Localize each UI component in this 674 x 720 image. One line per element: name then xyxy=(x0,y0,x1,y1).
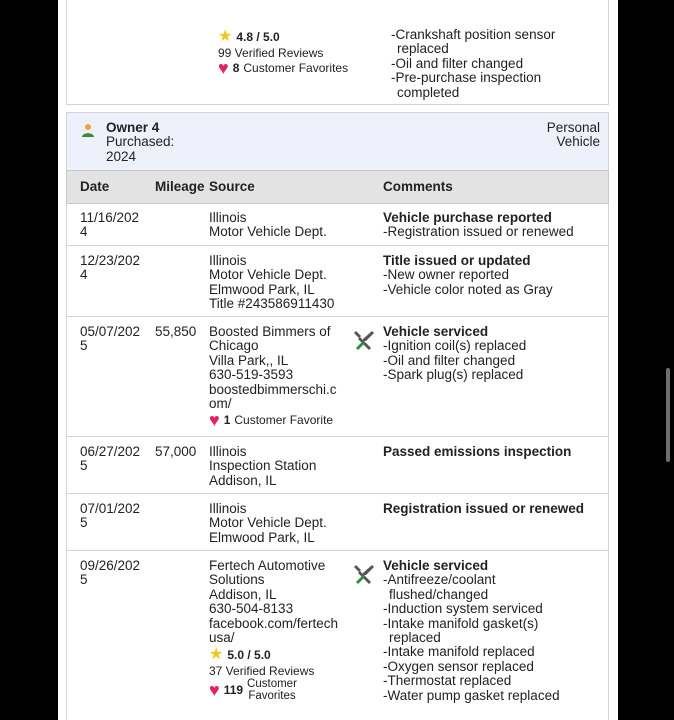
row-date xyxy=(80,445,152,474)
vehicle-type xyxy=(547,121,600,150)
website-link[interactable]: usa/ xyxy=(209,630,235,646)
comment-title: Registration issued or renewed xyxy=(383,501,585,516)
comment-item: flushed/changed xyxy=(389,586,489,602)
comment-title: Vehicle serviced xyxy=(383,324,489,339)
person-icon xyxy=(81,123,95,137)
comment-item: - Induction system serviced xyxy=(383,602,603,616)
website-link[interactable]: facebook.com/fertech xyxy=(209,615,339,631)
source-line: Inspection Station xyxy=(209,458,317,474)
row-source xyxy=(209,254,349,312)
comment-title: Vehicle purchase reported xyxy=(383,210,552,225)
favorites-label-line: Customer xyxy=(247,678,297,691)
comment-title: Title issued or updated xyxy=(383,253,531,268)
comment-item: - Thermostat replaced xyxy=(383,674,603,688)
row-comments xyxy=(383,502,603,516)
source-line[interactable]: Chicago xyxy=(209,338,259,354)
row-date xyxy=(80,254,152,283)
row-source xyxy=(209,445,349,488)
comment-item: - Crankshaft position sensor xyxy=(391,28,555,42)
comment-item: replaced xyxy=(397,41,449,57)
wrench-screwdriver-icon xyxy=(353,563,375,585)
comment-item: - Water pump gasket replaced xyxy=(383,689,603,703)
favorites xyxy=(209,678,349,702)
source-line[interactable]: Solutions xyxy=(209,572,265,588)
comment-title: Passed emissions inspection xyxy=(383,444,572,459)
source-line: Elmwood Park, IL xyxy=(209,281,315,297)
review-count[interactable]: 37 Verified Reviews xyxy=(209,664,315,679)
table-row xyxy=(66,203,609,246)
purchased-label: Purchased: xyxy=(106,134,175,150)
source-line: Motor Vehicle Dept. xyxy=(209,224,327,240)
row-comments xyxy=(383,211,603,240)
comment-item: - Registration issued or renewed xyxy=(383,225,603,239)
date-line: 4 xyxy=(80,224,88,240)
star-icon: ★ xyxy=(218,28,233,45)
favorites-label-line: Favorites xyxy=(248,690,296,703)
favorites-count: 8 xyxy=(232,61,240,75)
favorites xyxy=(209,410,349,431)
favorites-label: Customer Favorites xyxy=(243,61,349,75)
table-row xyxy=(66,246,609,317)
source-line: Villa Park,, IL xyxy=(209,352,289,368)
website-link[interactable]: om/ xyxy=(209,396,232,412)
owner-info xyxy=(106,121,174,164)
heart-icon: ♥ xyxy=(209,410,220,431)
top-favorites xyxy=(218,58,349,78)
row-comments xyxy=(383,559,603,703)
comment-item: replaced xyxy=(389,630,441,646)
rating-value: 4.8 / 5.0 xyxy=(236,30,280,44)
date-line: 07/01/202 xyxy=(80,501,141,516)
header-mileage: Mileage xyxy=(155,179,205,194)
scrollbar-thumb[interactable] xyxy=(666,368,670,462)
favorites-label: Customer Favorite xyxy=(234,413,334,428)
phone-link[interactable]: 630-519-3593 xyxy=(209,367,294,383)
row-source xyxy=(209,211,349,240)
source-line[interactable]: Boosted Bimmers of xyxy=(209,324,331,339)
comment-item: - Spark plug(s) replaced xyxy=(383,368,603,382)
rating xyxy=(209,648,349,662)
comment-item: - Intake manifold replaced xyxy=(383,645,603,659)
top-source-block xyxy=(218,28,349,78)
header-comments: Comments xyxy=(383,179,453,194)
previous-record-card xyxy=(66,0,609,105)
favorites-label xyxy=(247,678,297,702)
date-line: 11/16/202 xyxy=(80,210,140,225)
row-date xyxy=(80,502,152,531)
date-line: 09/26/202 xyxy=(80,558,141,573)
comment-title: Vehicle serviced xyxy=(383,558,489,573)
phone-link[interactable]: 630-504-8133 xyxy=(209,601,294,617)
table-row xyxy=(66,317,609,437)
vehicle-history-page xyxy=(58,0,618,720)
comment-item: - Oil and filter changed xyxy=(383,354,603,368)
favorites-count: 119 xyxy=(223,683,244,698)
website-link[interactable]: boostedbimmerschi.c xyxy=(209,381,337,397)
date-line: 4 xyxy=(80,267,88,283)
owner-name: Owner 4 xyxy=(106,120,160,135)
source-line: Addison, IL xyxy=(209,586,277,602)
table-row xyxy=(66,551,609,720)
source-line: Title #243586911430 xyxy=(209,296,335,312)
top-rating xyxy=(218,30,348,44)
heart-icon: ♥ xyxy=(218,58,229,78)
comment-item: - Oxygen sensor replaced xyxy=(383,660,603,674)
favorites-count: 1 xyxy=(223,413,231,428)
date-line: 12/23/202 xyxy=(80,253,141,268)
star-icon: ★ xyxy=(209,646,224,664)
table-row xyxy=(66,494,609,551)
row-date xyxy=(80,325,152,354)
source-line: Addison, IL xyxy=(209,472,277,488)
source-line: Illinois xyxy=(209,210,247,225)
comment-item: - Antifreeze/coolant xyxy=(383,573,603,587)
row-mileage: 55,850 xyxy=(155,324,197,339)
comment-item: - New owner reported xyxy=(383,268,603,282)
rating-value: 5.0 / 5.0 xyxy=(227,648,271,663)
row-source xyxy=(209,559,349,702)
date-line: 5 xyxy=(80,572,88,588)
table-row xyxy=(66,437,609,494)
date-line: 06/27/202 xyxy=(80,444,141,459)
comment-item: - Oil and filter changed xyxy=(391,57,555,71)
vehicle-type-line: Vehicle xyxy=(556,134,600,150)
row-date xyxy=(80,559,152,588)
header-source: Source xyxy=(209,179,255,194)
date-line: 5 xyxy=(80,338,88,354)
top-comments xyxy=(391,28,555,100)
row-comments xyxy=(383,445,603,459)
comment-item: completed xyxy=(397,84,460,100)
heart-icon: ♥ xyxy=(209,680,220,701)
source-line: Illinois xyxy=(209,501,247,516)
review-count[interactable]: 99 Verified Reviews xyxy=(218,46,324,60)
row-comments xyxy=(383,325,603,383)
date-line: 05/07/202 xyxy=(80,324,141,339)
comment-item: - Intake manifold gasket(s) xyxy=(383,617,603,631)
source-line[interactable]: Fertech Automotive xyxy=(209,558,326,573)
row-comments xyxy=(383,254,603,297)
purchased-year: 2024 xyxy=(106,148,137,164)
row-source xyxy=(209,324,349,431)
source-line: Illinois xyxy=(209,444,247,459)
comment-item: - Pre-purchase inspection xyxy=(391,71,555,85)
row-source xyxy=(209,502,349,545)
comment-item: - Ignition coil(s) replaced xyxy=(383,339,603,353)
row-mileage: 57,000 xyxy=(155,444,197,459)
row-date xyxy=(80,211,152,240)
date-line: 5 xyxy=(80,458,88,474)
date-line: 5 xyxy=(80,515,88,531)
table-header xyxy=(66,170,609,204)
source-line: Motor Vehicle Dept. xyxy=(209,267,327,283)
source-line: Illinois xyxy=(209,253,247,268)
header-date: Date xyxy=(80,179,110,194)
source-line: Motor Vehicle Dept. xyxy=(209,515,327,531)
wrench-screwdriver-icon xyxy=(353,329,375,351)
source-line: Elmwood Park, IL xyxy=(209,529,315,545)
vehicle-type-line: Personal xyxy=(546,120,600,135)
comment-item: - Vehicle color noted as Gray xyxy=(383,283,603,297)
owner-header xyxy=(66,112,609,171)
